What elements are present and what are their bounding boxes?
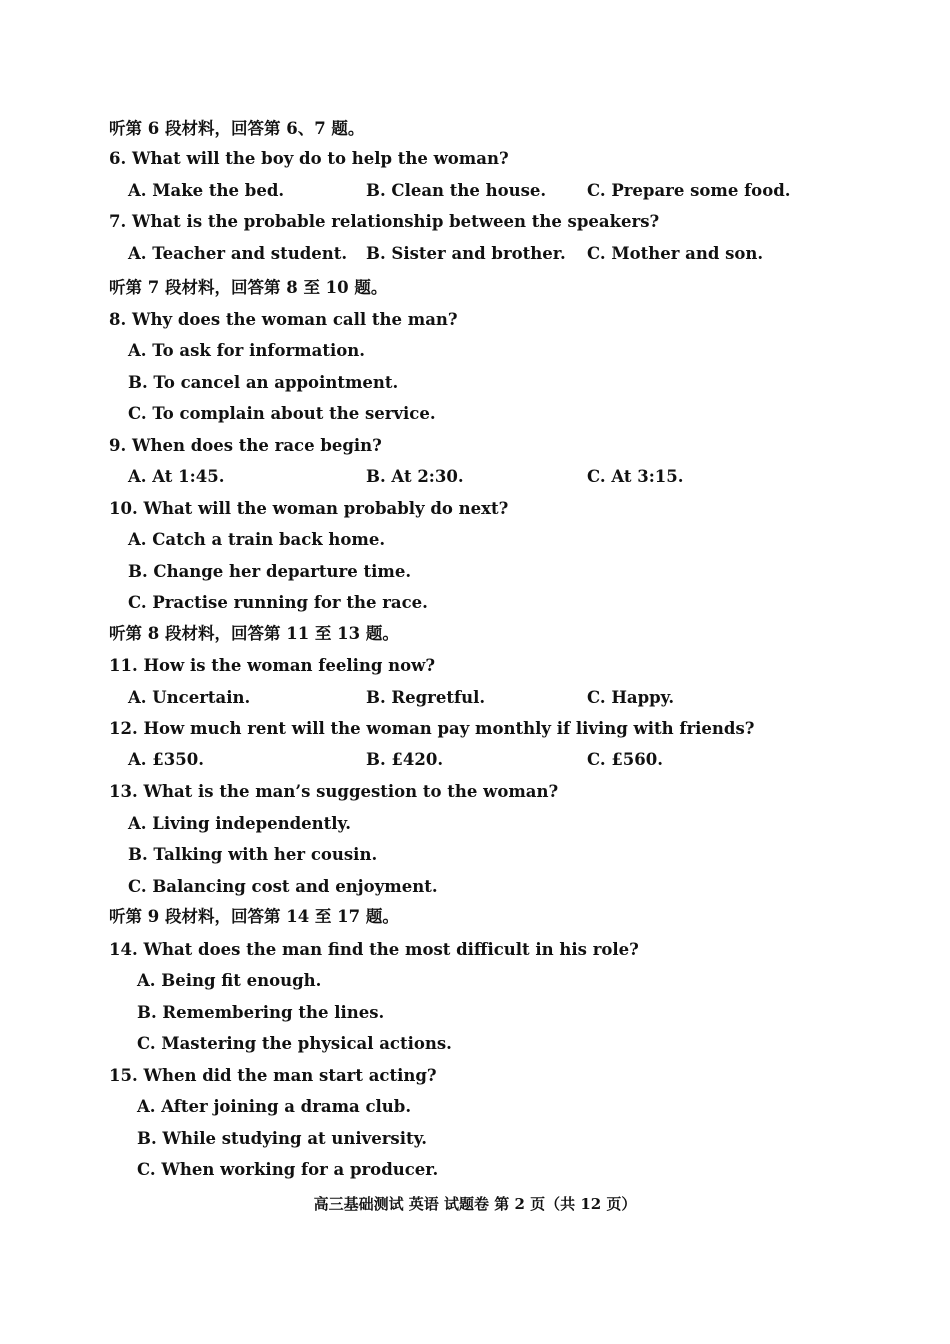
q11-option-a: A. Uncertain.	[128, 688, 251, 707]
question-9: 9. When does the race begin?	[109, 436, 382, 455]
q12-option-b: B. £420.	[366, 750, 444, 769]
question-10: 10. What will the woman probably do next?	[109, 499, 509, 518]
q12-option-a: A. £350.	[128, 750, 204, 769]
q6-option-c: C. Prepare some food.	[587, 181, 791, 200]
question-12: 12. How much rent will the woman pay monthly if living with friends?	[109, 719, 755, 738]
q15-option-b: B. While studying at university.	[137, 1129, 428, 1148]
q8-option-a: A. To ask for information.	[128, 341, 365, 360]
question-8: 8. Why does the woman call the man?	[109, 310, 458, 329]
q10-option-b: B. Change her departure time.	[128, 562, 412, 581]
q6-option-a: A. Make the bed.	[128, 181, 285, 200]
question-11: 11. How is the woman feeling now?	[109, 656, 436, 675]
question-7: 7. What is the probable relationship between the speakers?	[109, 212, 660, 231]
q8-option-c: C. To complain about the service.	[128, 404, 436, 423]
q9-option-b: B. At 2:30.	[366, 467, 464, 486]
q13-option-b: B. Talking with her cousin.	[128, 845, 378, 864]
q7-option-c: C. Mother and son.	[587, 244, 764, 263]
q13-option-a: A. Living independently.	[128, 814, 351, 833]
q6-option-b: B. Clean the house.	[366, 181, 547, 200]
question-14: 14. What does the man find the most difficult in his role?	[109, 940, 639, 959]
section-heading: 听第 9 段材料，回答第 14 至 17 题。	[109, 907, 399, 926]
q15-option-a: A. After joining a drama club.	[137, 1097, 412, 1116]
section-heading: 听第 7 段材料，回答第 8 至 10 题。	[109, 278, 388, 297]
q10-option-c: C. Practise running for the race.	[128, 593, 428, 612]
q11-option-b: B. Regretful.	[366, 688, 486, 707]
question-13: 13. What is the man’s suggestion to the woman?	[109, 782, 559, 801]
section-heading: 听第 6 段材料，回答第 6、7 题。	[109, 119, 365, 138]
q9-option-a: A. At 1:45.	[128, 467, 225, 486]
q15-option-c: C. When working for a producer.	[137, 1160, 439, 1179]
q7-option-b: B. Sister and brother.	[366, 244, 566, 263]
q14-option-c: C. Mastering the physical actions.	[137, 1034, 452, 1053]
q10-option-a: A. Catch a train back home.	[128, 530, 386, 549]
question-6: 6. What will the boy do to help the woman?	[109, 149, 509, 168]
q7-option-a: A. Teacher and student.	[128, 244, 348, 263]
q12-option-c: C. £560.	[587, 750, 663, 769]
q14-option-b: B. Remembering the lines.	[137, 1003, 385, 1022]
section-heading: 听第 8 段材料，回答第 11 至 13 题。	[109, 624, 399, 643]
q14-option-a: A. Being fit enough.	[137, 971, 322, 990]
q11-option-c: C. Happy.	[587, 688, 675, 707]
page-footer: 高三基础测试 英语 试题卷 第 2 页（共 12 页）	[313, 1195, 637, 1213]
q13-option-c: C. Balancing cost and enjoyment.	[128, 877, 438, 896]
q9-option-c: C. At 3:15.	[587, 467, 684, 486]
question-15: 15. When did the man start acting?	[109, 1066, 437, 1085]
q8-option-b: B. To cancel an appointment.	[128, 373, 399, 392]
